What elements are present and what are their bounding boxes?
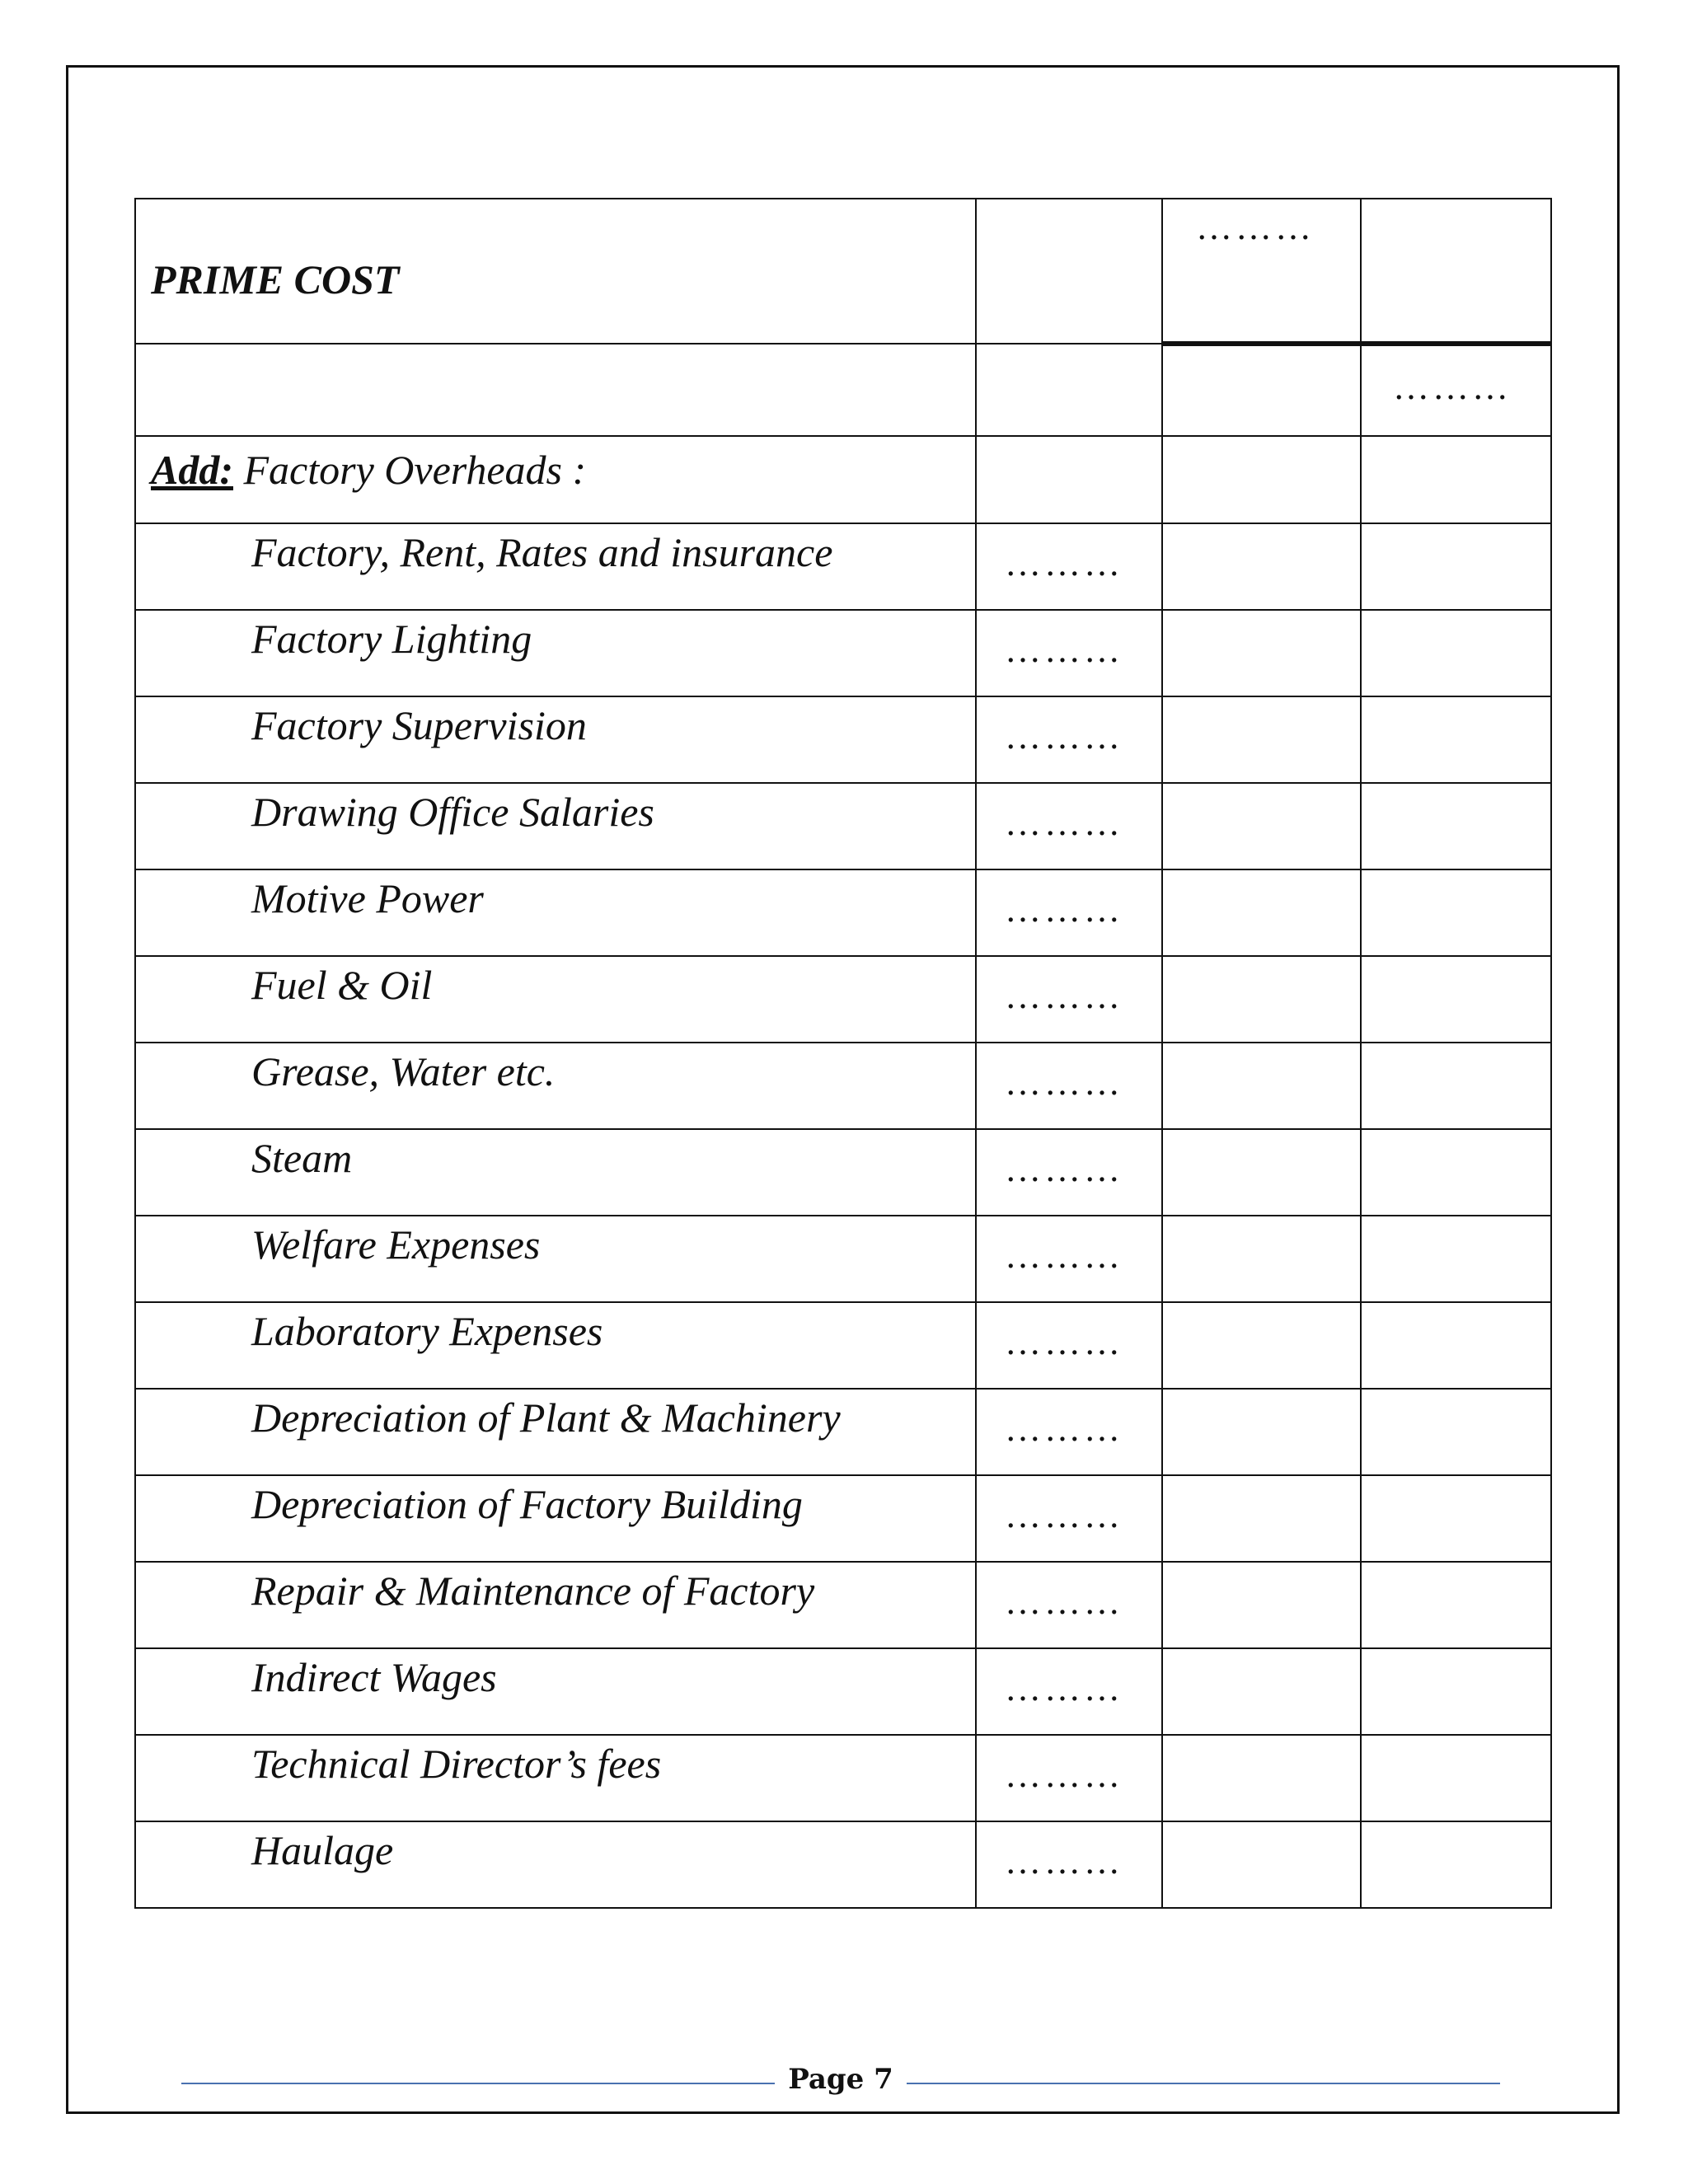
- page-footer: [181, 2060, 1500, 2110]
- empty-cell: [1162, 1475, 1361, 1562]
- overhead-item-amount: ………: [1005, 543, 1123, 583]
- overhead-item-label: Haulage: [251, 1827, 394, 1873]
- factory-overheads-heading-cell: [135, 436, 976, 523]
- empty-cell: [1361, 610, 1551, 696]
- overhead-item-amount-cell: [976, 1216, 1162, 1302]
- empty-cell: [976, 199, 1162, 344]
- empty-cell: [1361, 1216, 1551, 1302]
- prime-cost-row: [135, 199, 1551, 344]
- overhead-item-amount: ………: [1005, 1841, 1123, 1882]
- overhead-item-amount-cell: [976, 610, 1162, 696]
- overhead-item-label: Motive Power: [251, 875, 484, 921]
- factory-overheads-label: Factory Overheads :: [233, 447, 587, 493]
- overhead-item-amount: ………: [1005, 630, 1123, 670]
- factory-overheads-heading-row: [135, 436, 1551, 523]
- overhead-item-label: Factory Supervision: [251, 702, 587, 748]
- overhead-item-label-cell: [135, 956, 976, 1043]
- overhead-item-label: Fuel & Oil: [251, 962, 433, 1008]
- overhead-item-label: Depreciation of Plant & Machinery: [251, 1394, 841, 1441]
- overhead-item-row: [135, 1821, 1551, 1908]
- overhead-item-amount-cell: [976, 1475, 1162, 1562]
- empty-cell: [1361, 1389, 1551, 1475]
- empty-cell: [135, 344, 976, 436]
- overhead-item-amount-cell: [976, 1562, 1162, 1648]
- empty-cell: [1162, 869, 1361, 956]
- empty-cell: [1361, 1562, 1551, 1648]
- overhead-item-row: [135, 783, 1551, 869]
- overhead-item-label-cell: [135, 869, 976, 956]
- prime-cost-total-value: ………: [1393, 367, 1512, 407]
- overhead-item-row: [135, 1302, 1551, 1389]
- overhead-item-amount: ………: [1005, 1495, 1123, 1535]
- empty-cell: [1162, 344, 1361, 436]
- empty-cell: [1361, 1648, 1551, 1735]
- empty-cell: [1361, 199, 1551, 344]
- empty-cell: [1162, 1216, 1361, 1302]
- empty-cell: [1162, 1735, 1361, 1821]
- prime-cost-subtotal-cell: [1162, 199, 1361, 344]
- empty-cell: [1162, 523, 1361, 610]
- overhead-item-amount-cell: [976, 1648, 1162, 1735]
- empty-cell: [1361, 696, 1551, 783]
- overhead-item-label: Technical Director’s fees: [251, 1741, 662, 1787]
- empty-cell: [1162, 1129, 1361, 1216]
- overhead-item-row: [135, 1389, 1551, 1475]
- overhead-item-amount: ………: [1005, 1755, 1123, 1795]
- overhead-item-amount: ………: [1005, 1668, 1123, 1708]
- overhead-item-amount-cell: [976, 523, 1162, 610]
- overhead-item-amount-cell: [976, 1821, 1162, 1908]
- overhead-item-row: [135, 1648, 1551, 1735]
- overhead-item-row: [135, 1562, 1551, 1648]
- overhead-item-row: [135, 1216, 1551, 1302]
- overhead-item-amount: ………: [1005, 1235, 1123, 1276]
- overhead-item-amount-cell: [976, 1302, 1162, 1389]
- overhead-item-label-cell: [135, 783, 976, 869]
- overhead-item-label: Factory Lighting: [251, 616, 532, 662]
- empty-cell: [1162, 1389, 1361, 1475]
- empty-cell: [1162, 1648, 1361, 1735]
- overhead-item-amount: ………: [1005, 889, 1123, 930]
- overhead-item-label: Laboratory Expenses: [251, 1308, 603, 1354]
- overhead-item-label: Factory, Rent, Rates and insurance: [251, 529, 833, 575]
- empty-cell: [1162, 436, 1361, 523]
- overhead-item-label-cell: [135, 1302, 976, 1389]
- empty-cell: [1361, 523, 1551, 610]
- overhead-item-row: [135, 1043, 1551, 1129]
- overhead-item-amount-cell: [976, 1129, 1162, 1216]
- empty-cell: [1361, 1475, 1551, 1562]
- overhead-item-label-cell: [135, 1043, 976, 1129]
- empty-cell: [1361, 1129, 1551, 1216]
- footer-rule-left: [181, 2083, 775, 2084]
- overhead-item-amount: ………: [1005, 1408, 1123, 1449]
- empty-cell: [1162, 1043, 1361, 1129]
- overhead-item-amount-cell: [976, 1735, 1162, 1821]
- overhead-item-amount-cell: [976, 1389, 1162, 1475]
- overhead-item-amount: ………: [1005, 1149, 1123, 1189]
- overhead-item-label-cell: [135, 1735, 976, 1821]
- overhead-item-amount: ………: [1005, 1322, 1123, 1362]
- overhead-item-label-cell: [135, 523, 976, 610]
- overhead-item-amount: ………: [1005, 716, 1123, 757]
- overhead-item-label-cell: [135, 1648, 976, 1735]
- overhead-item-label: Repair & Maintenance of Factory: [251, 1568, 815, 1614]
- overhead-item-label: Steam: [251, 1135, 353, 1181]
- empty-cell: [1162, 1302, 1361, 1389]
- overhead-item-label-cell: [135, 1475, 976, 1562]
- overhead-item-label-cell: [135, 696, 976, 783]
- overhead-item-amount-cell: [976, 956, 1162, 1043]
- overhead-item-row: [135, 696, 1551, 783]
- empty-cell: [1162, 1562, 1361, 1648]
- overhead-item-amount-cell: [976, 1043, 1162, 1129]
- page-number: Page 7: [788, 2063, 893, 2096]
- empty-cell: [1162, 610, 1361, 696]
- prime-cost-title: PRIME COST: [151, 256, 400, 302]
- overhead-item-amount-cell: [976, 783, 1162, 869]
- prime-cost-subtotal-value: ………: [1196, 207, 1315, 247]
- blank-row: [135, 344, 1551, 436]
- overhead-item-label: Welfare Expenses: [251, 1221, 541, 1268]
- factory-overheads-heading: [136, 437, 975, 494]
- overhead-item-label-cell: [135, 1389, 976, 1475]
- overhead-item-label: Indirect Wages: [251, 1654, 497, 1700]
- overhead-item-amount: ………: [1005, 976, 1123, 1016]
- overhead-item-label-cell: [135, 1562, 976, 1648]
- overhead-item-amount: ………: [1005, 1062, 1123, 1103]
- overhead-item-row: [135, 523, 1551, 610]
- overhead-item-row: [135, 956, 1551, 1043]
- empty-cell: [1361, 1735, 1551, 1821]
- overhead-item-label-cell: [135, 1821, 976, 1908]
- overhead-item-label-cell: [135, 1129, 976, 1216]
- overhead-item-row: [135, 1129, 1551, 1216]
- overhead-item-amount: ………: [1005, 1582, 1123, 1622]
- overhead-item-label: Drawing Office Salaries: [251, 789, 654, 835]
- empty-cell: [1361, 783, 1551, 869]
- overhead-item-label: Depreciation of Factory Building: [251, 1481, 803, 1527]
- overhead-item-row: [135, 1475, 1551, 1562]
- empty-cell: [1361, 1302, 1551, 1389]
- overhead-item-row: [135, 1735, 1551, 1821]
- empty-cell: [976, 436, 1162, 523]
- prime-cost-cell: [135, 199, 976, 344]
- overhead-item-label-cell: [135, 610, 976, 696]
- empty-cell: [1162, 956, 1361, 1043]
- footer-rule-right: [907, 2083, 1500, 2084]
- overhead-item-amount-cell: [976, 696, 1162, 783]
- empty-cell: [976, 344, 1162, 436]
- empty-cell: [1361, 869, 1551, 956]
- overhead-item-label: Grease, Water etc.: [251, 1048, 556, 1094]
- empty-cell: [1361, 1043, 1551, 1129]
- overhead-item-row: [135, 869, 1551, 956]
- empty-cell: [1162, 783, 1361, 869]
- empty-cell: [1361, 956, 1551, 1043]
- empty-cell: [1162, 696, 1361, 783]
- overhead-item-label-cell: [135, 1216, 976, 1302]
- overhead-item-amount-cell: [976, 869, 1162, 956]
- empty-cell: [1361, 1821, 1551, 1908]
- cost-sheet-table: [134, 198, 1552, 1909]
- empty-cell: [1361, 436, 1551, 523]
- overhead-item-amount: ………: [1005, 803, 1123, 843]
- overhead-item-row: [135, 610, 1551, 696]
- add-label: Add:: [151, 447, 233, 493]
- empty-cell: [1162, 1821, 1361, 1908]
- prime-cost-total-cell: [1361, 344, 1551, 436]
